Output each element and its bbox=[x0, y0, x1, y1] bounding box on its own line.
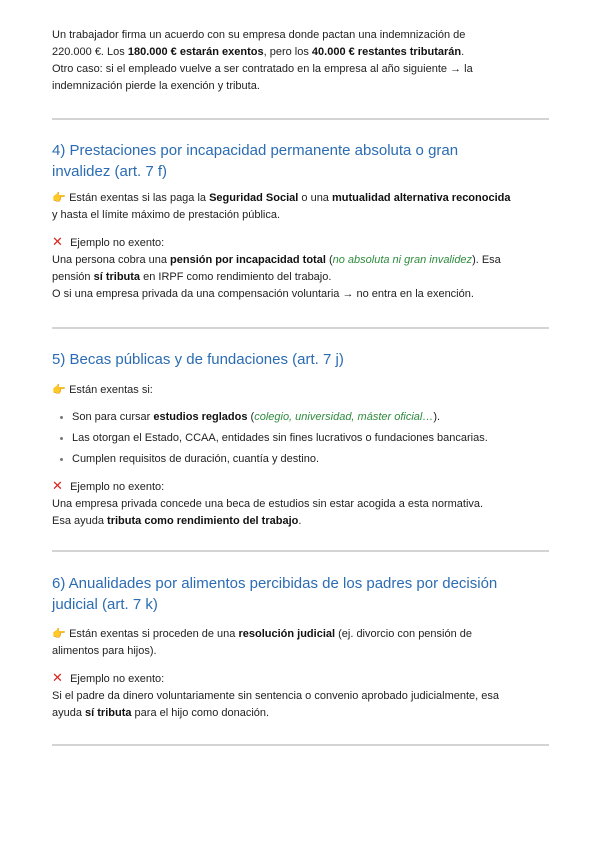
section-6 bbox=[52, 573, 549, 722]
section-4-title: 4) Prestaciones por incapacidad permanente absoluta o gran invalidez (art. 7 f) bbox=[52, 142, 459, 180]
section-divider bbox=[52, 118, 549, 120]
section-divider bbox=[52, 550, 549, 552]
cross-icon: ✕ bbox=[52, 670, 63, 685]
pointing-hand-icon: 👉 bbox=[52, 628, 66, 640]
section-6-example-2: ayuda sí tributa para el hijo como donación. bbox=[52, 707, 270, 719]
exempt-amount: 180.000 € estarán exentos bbox=[127, 46, 264, 58]
intro-line-3: Otro caso: si el empleado vuelve a ser contratado en la empresa al año siguiente → la bbox=[52, 63, 473, 75]
section-6-example-label: ✕ Ejemplo no exento: bbox=[52, 670, 165, 685]
section-4-example-2: pensión sí tributa en IRPF como rendimiento del trabajo. bbox=[52, 271, 332, 283]
cross-icon: ✕ bbox=[52, 478, 63, 493]
section-5-example-label: ✕ Ejemplo no exento: bbox=[52, 478, 165, 493]
section-4 bbox=[52, 140, 549, 303]
section-4-example-3: O si una empresa privada da una compensación voluntaria → no entra en la exención. bbox=[52, 288, 474, 300]
section-6-title: 6) Anualidades por alimentos percibidas de los padres por decisión judicial (art. 7 k) bbox=[52, 575, 498, 613]
section-6-condition-cont: alimentos para hijos). bbox=[52, 645, 157, 657]
section-4-example-1: Una persona cobra una pensión por incapacidad total (no absoluta ni gran invalidez). Esa bbox=[52, 254, 501, 266]
section-5-title: 5) Becas públicas y de fundaciones (art. 7 j) bbox=[52, 351, 344, 368]
intro-paragraph bbox=[52, 27, 549, 95]
section-5-requirements-list bbox=[52, 409, 549, 468]
section-divider bbox=[52, 327, 549, 329]
section-4-example-label: ✕ Ejemplo no exento: bbox=[52, 234, 165, 249]
pointing-hand-icon: 👉 bbox=[52, 192, 66, 204]
section-5-example-2: Esa ayuda tributa como rendimiento del trabajo. bbox=[52, 515, 302, 527]
list-item: • Las otorgan el Estado, CCAA, entidades sin fines lucrativos o fundaciones bancarias. bbox=[72, 430, 549, 447]
section-divider bbox=[52, 744, 549, 746]
pointing-hand-icon: 👉 bbox=[52, 384, 66, 396]
cross-icon: ✕ bbox=[52, 234, 63, 249]
list-item: • Cumplen requisitos de duración, cuantía y destino. bbox=[72, 451, 549, 468]
intro-line-1: Un trabajador firma un acuerdo con su empresa donde pactan una indemnización de bbox=[52, 29, 466, 41]
intro-line-2: 220.000 €. Los 180.000 € estarán exentos, pero los 40.000 € restantes tributarán. bbox=[52, 46, 465, 58]
section-6-condition: 👉 Están exentas si proceden de una resolución judicial (ej. divorcio con pensión de bbox=[52, 626, 549, 643]
section-5 bbox=[52, 349, 549, 530]
section-4-condition: 👉 Están exentas si las paga la Seguridad Social o una mutualidad alternativa reconocida bbox=[52, 190, 549, 207]
section-6-example-1: Si el padre da dinero voluntariamente sin sentencia o convenio aprobado judicialmente, esa bbox=[52, 690, 500, 702]
section-5-intro: 👉 Están exentas si: bbox=[52, 382, 549, 399]
taxed-amount: 40.000 € restantes tributarán bbox=[311, 46, 462, 58]
intro-line-4: indemnización pierde la exención y tributa. bbox=[52, 80, 260, 92]
section-5-example-1: Una empresa privada concede una beca de estudios sin estar acogida a esta normativa. bbox=[52, 498, 484, 510]
list-item: • Son para cursar estudios reglados (colegio, universidad, máster oficial…). bbox=[72, 409, 549, 426]
section-4-condition-cont: y hasta el límite máximo de prestación pública. bbox=[52, 209, 281, 221]
